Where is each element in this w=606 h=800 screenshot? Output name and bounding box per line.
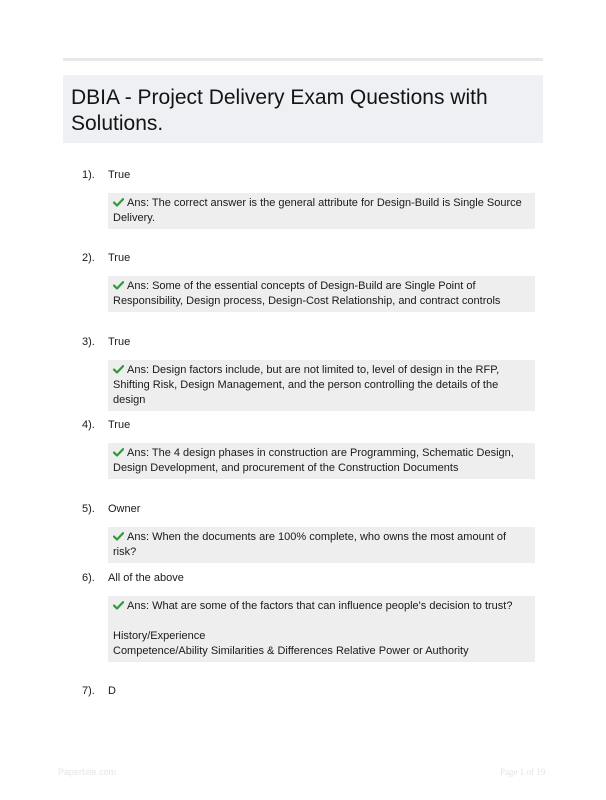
question-number: 7). xyxy=(82,685,95,697)
check-mark-icon xyxy=(113,281,124,290)
answer-extra-line: Competence/Ability Similarities & Differences Relative Power or Authority xyxy=(113,645,469,657)
question-number: 2). xyxy=(82,252,95,264)
answer-box xyxy=(108,443,535,479)
answer-extra-line: History/Experience xyxy=(113,630,206,642)
answer-text: Ans: Design factors include, but are not limited to, level of design in the RFP, Shifting Risk, Design Management, and the person controlling the details of the design xyxy=(113,364,500,406)
title-banner xyxy=(63,75,543,143)
page-number: Page 1 of 19 xyxy=(500,767,546,777)
question-number: 5). xyxy=(82,503,95,515)
answer-box xyxy=(108,527,535,563)
answer-box xyxy=(108,360,535,411)
check-mark-icon xyxy=(113,198,124,207)
check-mark-icon xyxy=(113,365,124,374)
answer-box xyxy=(108,276,535,312)
question-answer: True xyxy=(108,252,131,264)
question-answer: Owner xyxy=(108,503,141,515)
question-number: 1). xyxy=(82,169,95,181)
answer-text: Ans: The 4 design phases in construction are Programming, Schematic Design, Design Development, and procurement of the Construction Documents xyxy=(113,447,514,474)
answer-text: Ans: The correct answer is the general attribute for Design-Build is Single Source Delivery. xyxy=(113,197,522,224)
answer-text: Ans: Some of the essential concepts of Design-Build are Single Point of Responsibility, Design process, Design-Cost Relationship, and contract controls xyxy=(113,280,501,307)
check-mark-icon xyxy=(113,532,124,541)
answer-box xyxy=(108,596,535,662)
page-title: DBIA - Project Delivery Exam Questions with Solutions. xyxy=(71,86,488,135)
answer-text: Ans: What are some of the factors that can influence people's decision to trust? xyxy=(127,600,513,612)
question-answer: True xyxy=(108,336,131,348)
question-answer: All of the above xyxy=(108,572,184,584)
check-mark-icon xyxy=(113,448,124,457)
check-mark-icon xyxy=(113,601,124,610)
footer-watermark: Paperbite.com xyxy=(58,767,117,777)
paragraph-gap xyxy=(113,614,529,629)
question-number: 4). xyxy=(82,419,95,431)
top-divider xyxy=(63,58,543,61)
answer-text: Ans: When the documents are 100% complete, who owns the most amount of risk? xyxy=(113,531,507,558)
answer-box xyxy=(108,193,535,229)
question-number: 3). xyxy=(82,336,95,348)
question-answer: True xyxy=(108,169,131,181)
question-answer: True xyxy=(108,419,131,431)
question-answer: D xyxy=(108,685,116,697)
question-number: 6). xyxy=(82,572,95,584)
